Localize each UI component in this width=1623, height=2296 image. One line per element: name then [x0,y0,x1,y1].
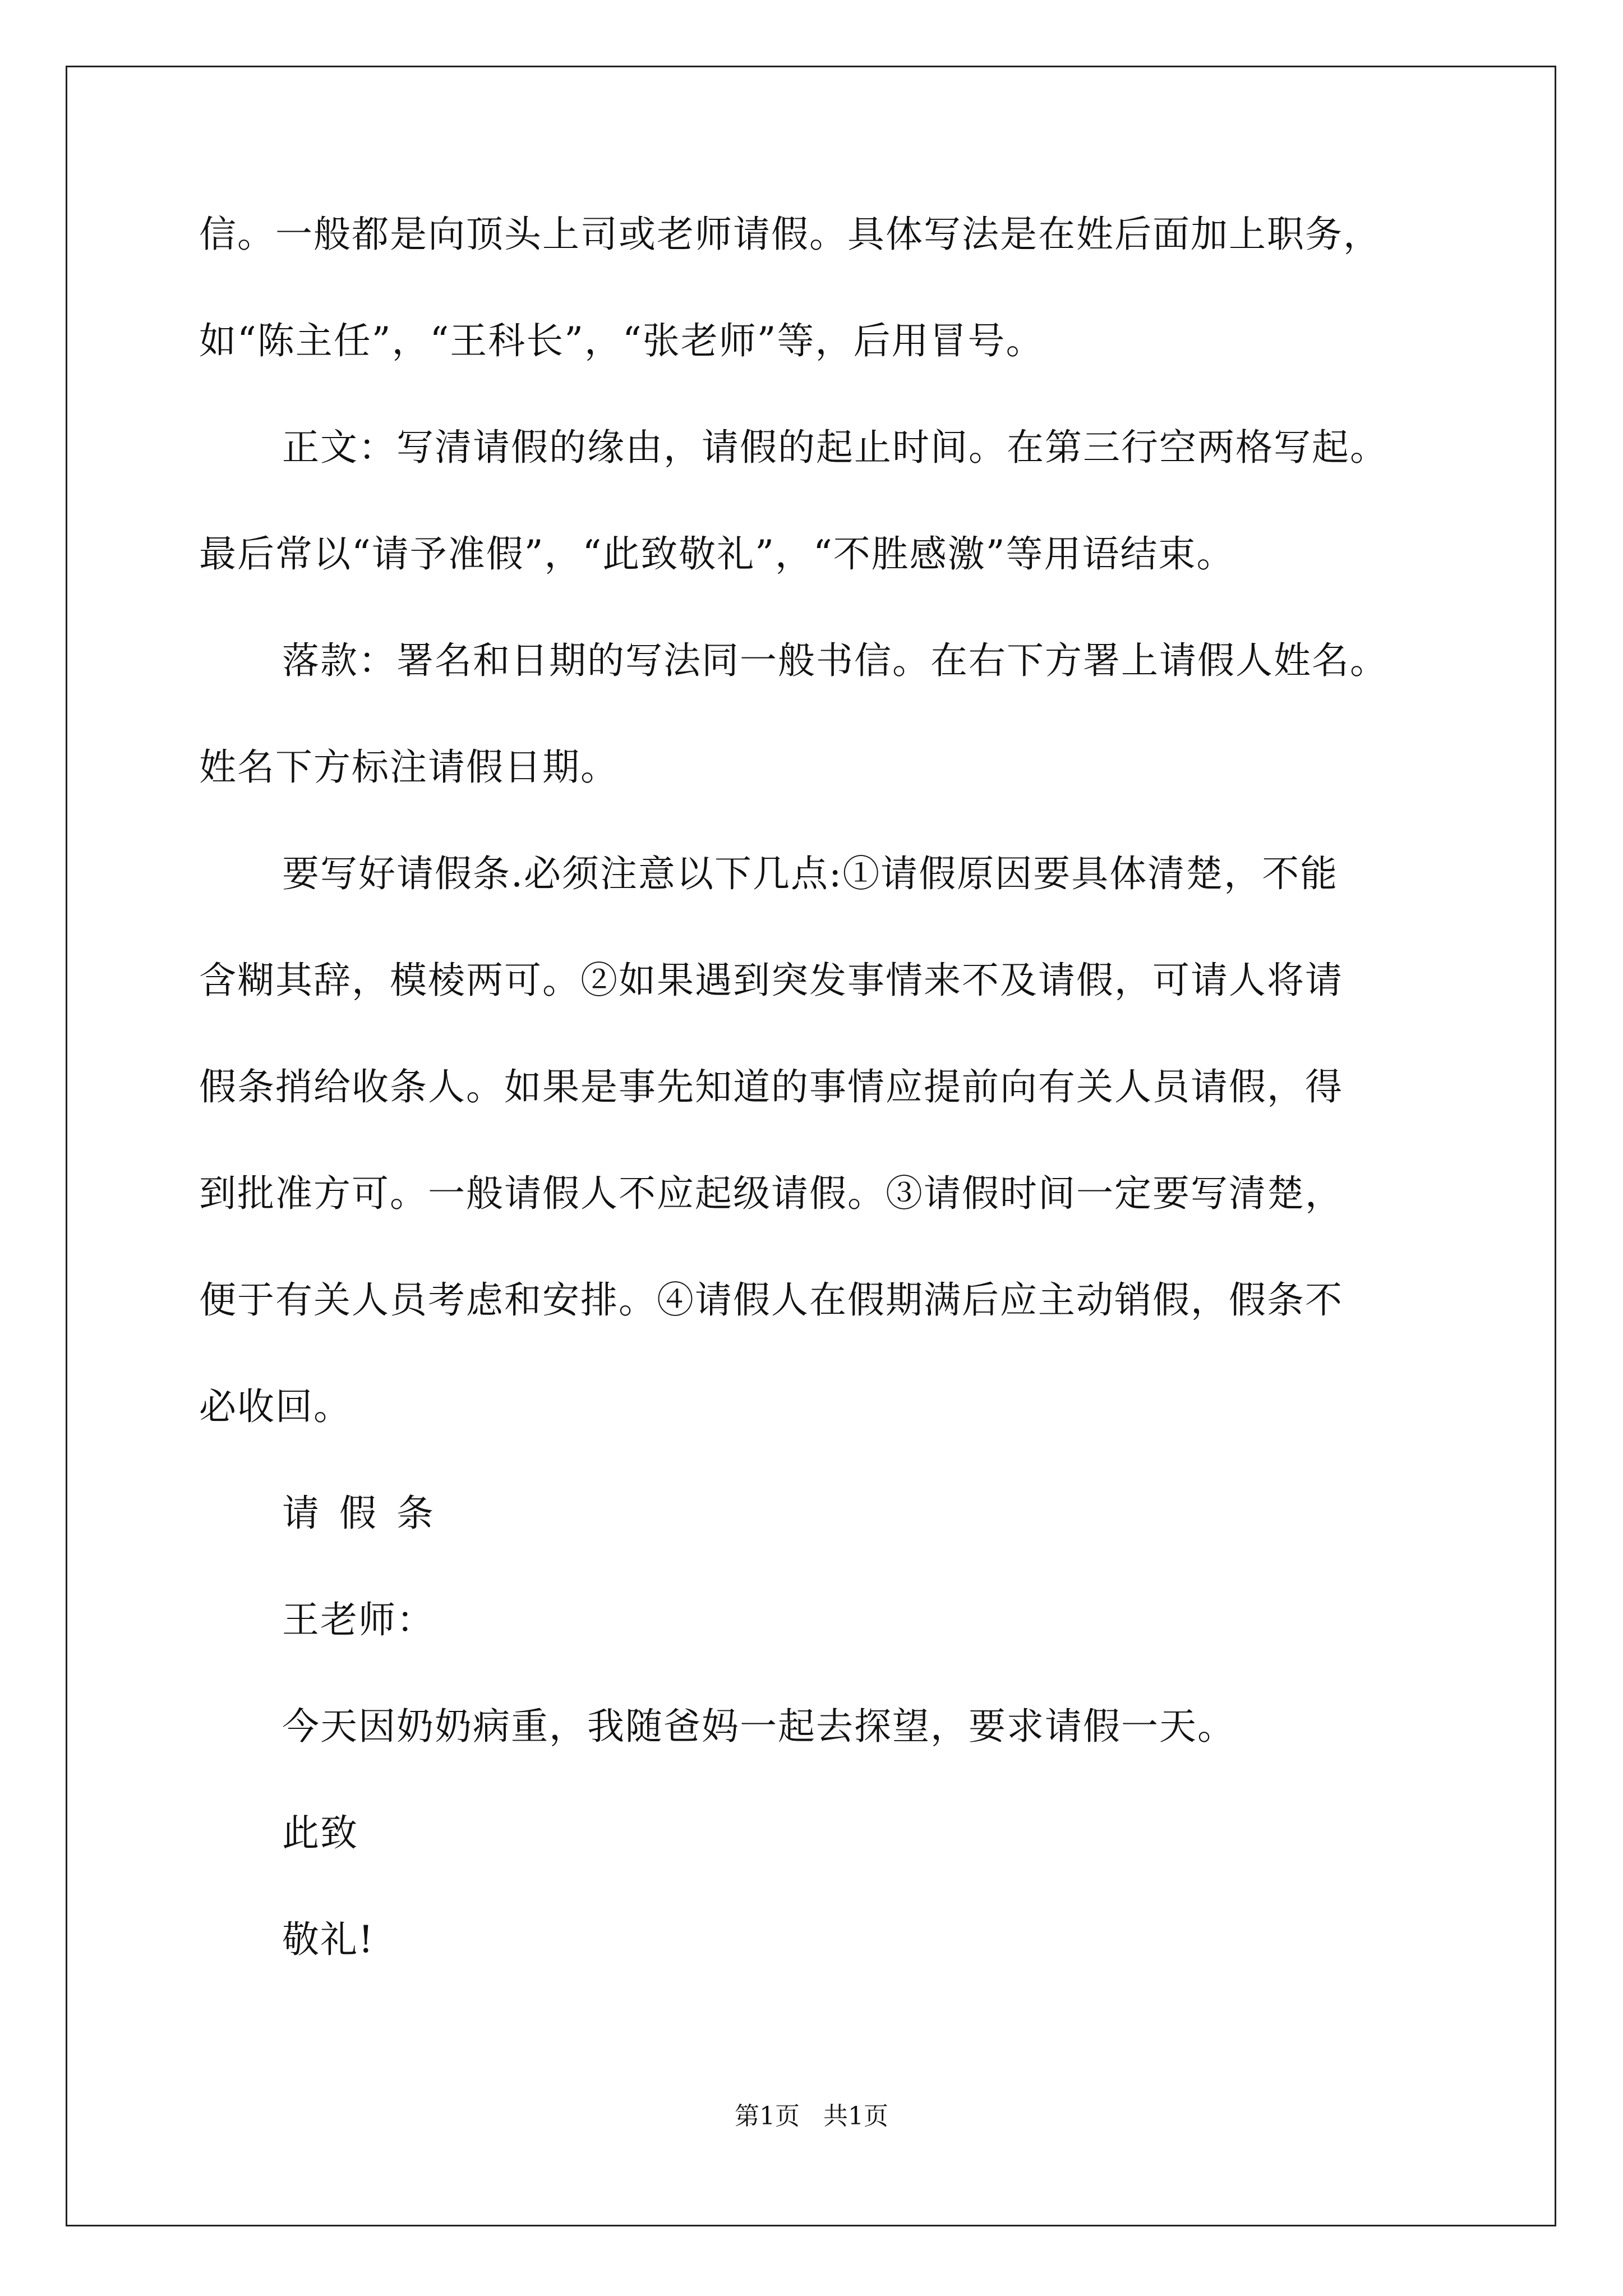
text-line: 信。一般都是向顶头上司或老师请假。具体写法是在姓后面加上职务， [199,213,1381,256]
letter-body: 今天因奶奶病重，我随爸妈一起去探望，要求请假一天。 [282,1705,1235,1748]
letter-title: 请假条 [282,1492,454,1535]
page-border [66,66,1556,2226]
page-footer: 第1页 共1页 [735,2102,888,2131]
text-line: 正文：写清请假的缘由，请假的起止时间。在第三行空两格写起。 [282,426,1388,469]
closing-line: 此致 [282,1811,358,1855]
text-line: 假条捎给收条人。如果是事先知道的事情应提前向有关人员请假，得 [199,1065,1343,1108]
text-line: 便于有关人员考虑和安排。④请假人在假期满后应主动销假，假条不 [199,1278,1343,1322]
text-line: 要写好请假条.必须注意以下几点:①请假原因要具体清楚，不能 [282,852,1339,895]
text-line: 落款：署名和日期的写法同一般书信。在右下方署上请假人姓名。 [282,639,1388,682]
text-line: 必收回。 [199,1385,352,1428]
text-line: 含糊其辞，模棱两可。②如果遇到突发事情来不及请假，可请人将请 [199,959,1343,1002]
text-line: 到批准方可。一般请假人不应起级请假。③请假时间一定要写清楚， [199,1172,1343,1215]
salutation: 王老师： [282,1598,435,1641]
text-line: 姓名下方标注请假日期。 [199,746,619,789]
text-line: 最后常以“请予准假”，“此致敬礼”，“不胜感激”等用语结束。 [199,532,1235,576]
closing-regards: 敬礼! [282,1918,375,1961]
text-line: 如“陈主任”，“王科长”，“张老师”等，后用冒号。 [199,319,1044,362]
